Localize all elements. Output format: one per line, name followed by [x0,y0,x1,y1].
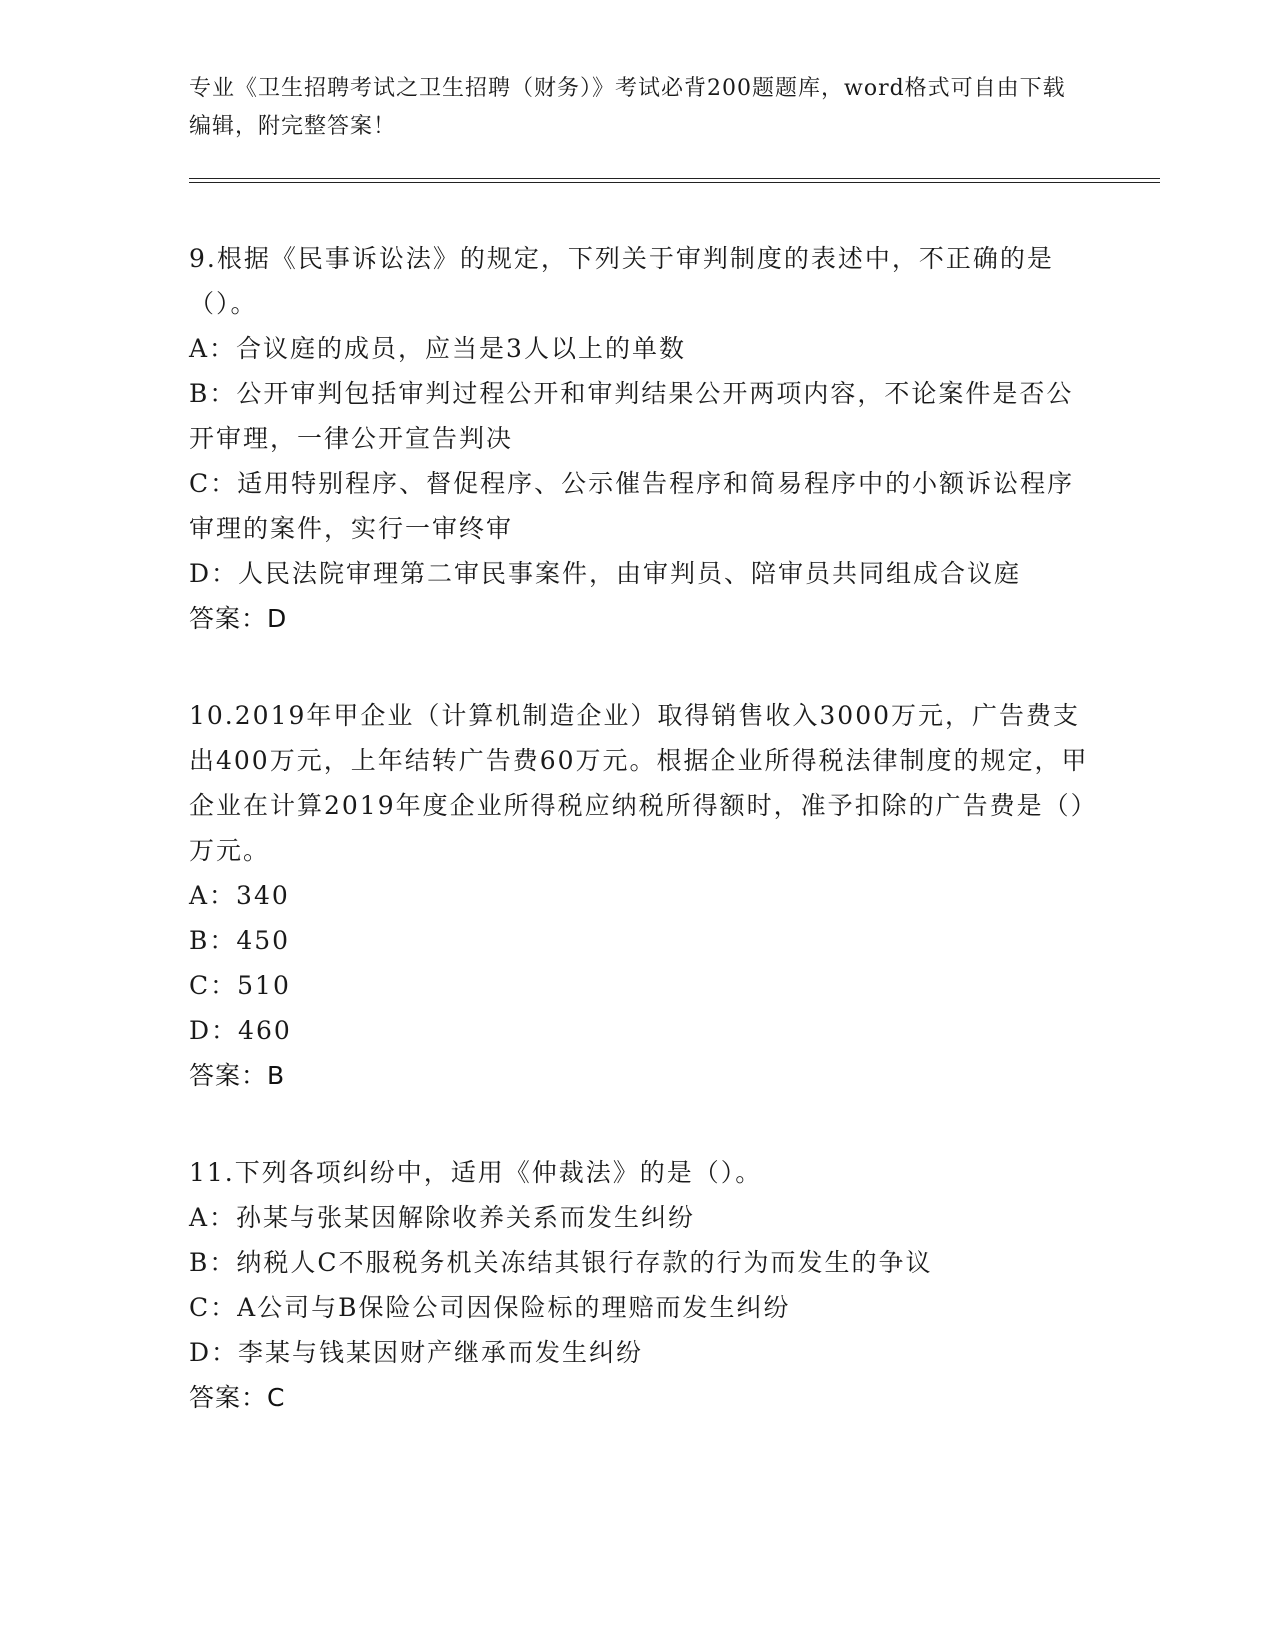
answer-line: 答案：D [189,604,288,633]
option-a: A：340 [189,881,290,910]
header-divider [189,178,1160,183]
option-c: C：A公司与B保险公司因保险标的理赔而发生纠纷 [189,1293,791,1322]
option-d: D：李某与钱某因财产继承而发生纠纷 [189,1338,644,1367]
option-d: D：人民法院审理第二审民事案件，由审判员、陪审员共同组成合议庭 [189,559,1022,588]
option-c: C：510 [189,971,291,1000]
question-11 [189,1150,1089,1420]
question-stem: 10.2019年甲企业（计算机制造企业）取得销售收入3000万元，广告费支出400万元，上年结转广告费60万元。根据企业所得税法律制度的规定，甲企业在计算2019年度企业所得税应纳税所得额时，准予扣除的广告费是（）万元。 [189,701,1089,865]
question-10 [189,693,1089,1098]
option-a: A：孙某与张某因解除收养关系而发生纠纷 [189,1203,696,1232]
option-b: B：纳税人C不服税务机关冻结其银行存款的行为而发生的争议 [189,1248,933,1277]
answer-line: 答案：C [189,1383,286,1412]
option-a: A：合议庭的成员，应当是3人以上的单数 [189,334,686,363]
option-d: D：460 [189,1016,292,1045]
option-b: B：450 [189,926,291,955]
answer-line: 答案：B [189,1061,286,1090]
question-stem: 9.根据《民事诉讼法》的规定，下列关于审判制度的表述中，不正确的是（）。 [189,244,1054,318]
question-9 [189,236,1089,641]
option-b: B：公开审判包括审判过程公开和审判结果公开两项内容，不论案件是否公开审理，一律公开宣告判决 [189,379,1074,453]
document-header: 专业《卫生招聘考试之卫生招聘（财务）》考试必背200题题库，word格式可自由下载编辑，附完整答案！ [189,76,1066,139]
question-stem: 11.下列各项纠纷中，适用《仲裁法》的是（）。 [189,1158,763,1187]
option-c: C：适用特别程序、督促程序、公示催告程序和简易程序中的小额诉讼程序审理的案件，实行一审终审 [189,469,1075,543]
